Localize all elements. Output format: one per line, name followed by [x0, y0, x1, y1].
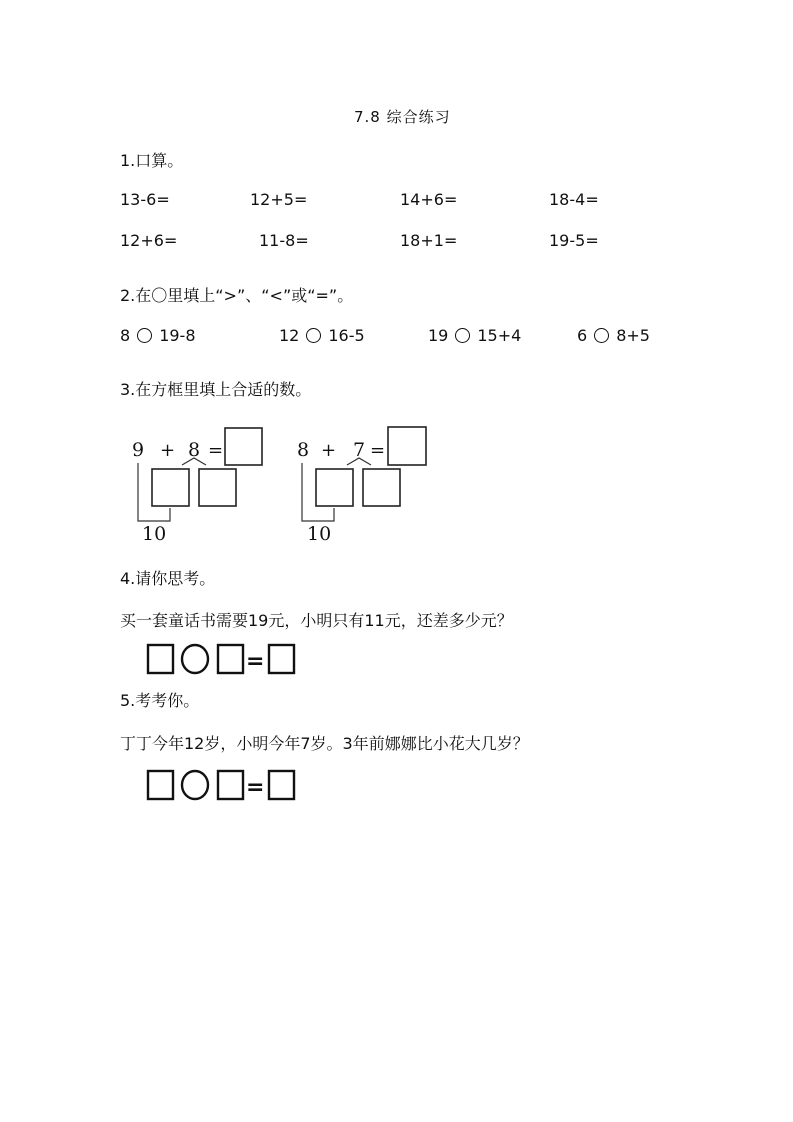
- q2-item-1: [120, 326, 196, 345]
- compare-circle[interactable]: [306, 328, 321, 343]
- ten-bracket: [138, 463, 170, 521]
- answer-box[interactable]: [269, 645, 294, 673]
- q4-answer-row: [145, 642, 300, 678]
- answer-box[interactable]: [148, 771, 173, 799]
- split-box-right[interactable]: [199, 469, 236, 506]
- q4-equals: =: [246, 649, 265, 674]
- diagram-2-addend-a: 8: [297, 439, 310, 461]
- q2-heading: 2.在〇里填上“>”、“<”或“=”。: [120, 286, 354, 305]
- q2-item-4-right: 8+5: [616, 326, 650, 345]
- diagram-1-ten: 10: [142, 523, 167, 545]
- q5-equals: =: [246, 775, 265, 800]
- diagram-1-addend-a: 9: [132, 439, 145, 461]
- q2-item-3: [428, 326, 521, 345]
- split-box-left[interactable]: [152, 469, 189, 506]
- q2-item-3-right: 15+4: [477, 326, 522, 345]
- q1-r2-c1: 12+6=: [120, 231, 178, 250]
- q2-item-2-right: 16-5: [328, 326, 365, 345]
- q3-heading: 3.在方框里填上合适的数。: [120, 380, 312, 399]
- answer-box[interactable]: [148, 645, 173, 673]
- q5-answer-row: [145, 768, 300, 804]
- q2-item-4: [577, 326, 650, 345]
- q1-heading: 1.口算。: [120, 151, 184, 170]
- diagram-2-plus: +: [321, 440, 337, 461]
- answer-box[interactable]: [225, 428, 262, 465]
- answer-box[interactable]: [218, 771, 243, 799]
- q2-item-1-right: 19-8: [159, 326, 196, 345]
- q1-r1-c2: 12+5=: [250, 190, 308, 209]
- diagram-1-addend-b: 8: [188, 439, 201, 461]
- diagram-1-plus: +: [160, 440, 176, 461]
- q1-r2-c2: 11-8=: [259, 231, 309, 250]
- q1-r1-c1: 13-6=: [120, 190, 170, 209]
- q2-item-2-left: 12: [279, 326, 300, 345]
- make-ten-diagram-1: [120, 420, 290, 545]
- make-ten-diagram-2: [285, 420, 455, 545]
- answer-box[interactable]: [388, 427, 426, 465]
- q4-text: 买一套童话书需要19元，小明只有11元，还差多少元？: [120, 611, 513, 630]
- q1-r2-c4: 19-5=: [549, 231, 599, 250]
- q5-text: 丁丁今年12岁，小明今年7岁。3年前娜娜比小花大几岁？: [120, 734, 529, 753]
- q1-r2-c3: 18+1=: [400, 231, 458, 250]
- operator-circle[interactable]: [182, 645, 208, 673]
- split-box-left[interactable]: [316, 469, 353, 506]
- ten-bracket: [302, 463, 334, 521]
- q5-heading: 5.考考你。: [120, 691, 200, 710]
- diagram-2-equals: =: [370, 440, 386, 461]
- compare-circle[interactable]: [594, 328, 609, 343]
- operator-circle[interactable]: [182, 771, 208, 799]
- compare-circle[interactable]: [137, 328, 152, 343]
- answer-box[interactable]: [218, 645, 243, 673]
- split-box-right[interactable]: [363, 469, 400, 506]
- answer-box[interactable]: [269, 771, 294, 799]
- diagram-2-ten: 10: [307, 523, 332, 545]
- diagram-1-equals: =: [208, 440, 224, 461]
- compare-circle[interactable]: [455, 328, 470, 343]
- q1-r1-c4: 18-4=: [549, 190, 599, 209]
- page-title: 7.8 综合练习: [354, 108, 451, 126]
- q2-item-1-left: 8: [120, 326, 131, 345]
- q2-item-4-left: 6: [577, 326, 588, 345]
- diagram-2-addend-b: 7: [353, 439, 366, 461]
- q1-r1-c3: 14+6=: [400, 190, 458, 209]
- q2-item-3-left: 19: [428, 326, 449, 345]
- q4-heading: 4.请你思考。: [120, 569, 216, 588]
- q2-item-2: [279, 326, 365, 345]
